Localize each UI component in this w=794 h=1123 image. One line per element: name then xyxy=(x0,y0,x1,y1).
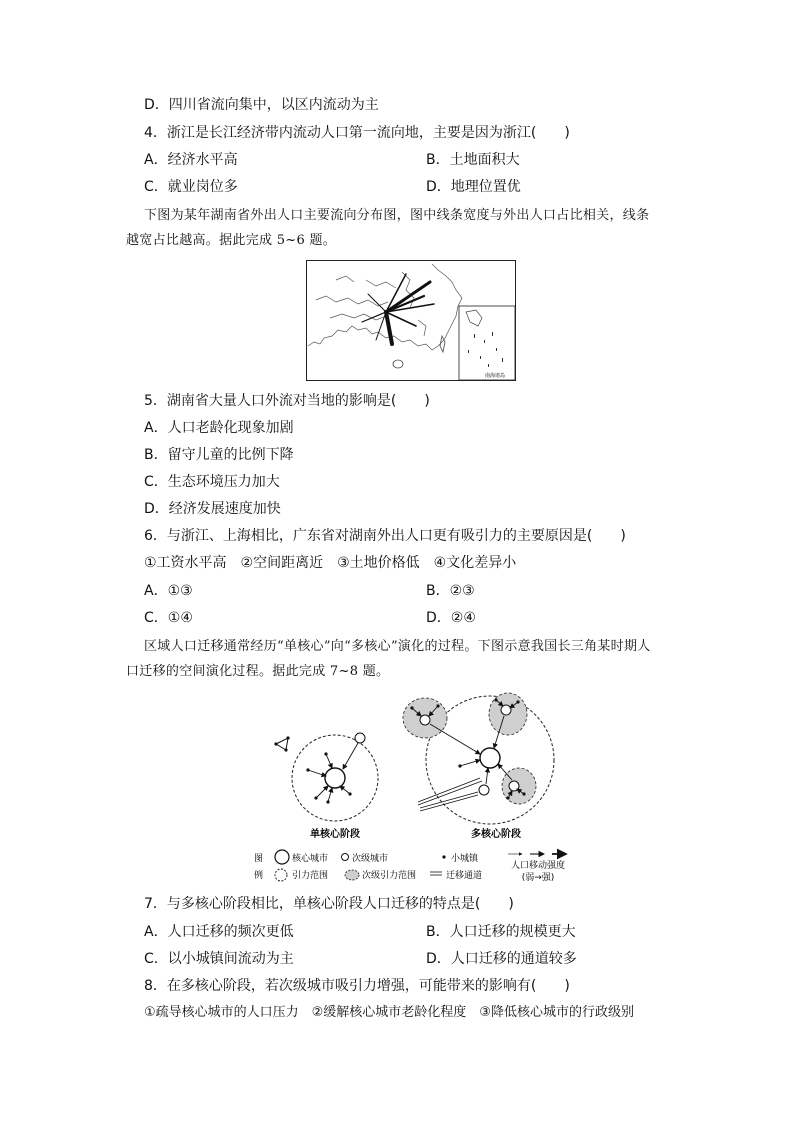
q4-option-c: C．就业岗位多 xyxy=(144,179,238,195)
q7-option-c: C．以小城镇间流动为主 xyxy=(144,951,294,967)
legend-small-town: 小城镇 xyxy=(451,854,479,864)
migration-stage-diagram xyxy=(246,686,586,886)
stage-label-single: 单核心阶段 xyxy=(310,829,360,840)
legend-intensity-range: (弱→强) xyxy=(521,873,555,883)
legend-intensity: 人口移动强度 xyxy=(510,861,566,871)
stage-label-multi: 多核心阶段 xyxy=(471,829,521,840)
q6-items: ①工资水平高 ②空间距离近 ③土地价格低 ④文化差异小 xyxy=(144,555,517,571)
q6-option-d: D．②④ xyxy=(426,610,476,626)
multi-core-stage xyxy=(403,693,554,824)
hunan-outflow-map xyxy=(306,260,516,381)
q7-option-d: D．人口迁移的通道较多 xyxy=(426,951,577,967)
intro-5-6-line1: 下图为某年湖南省外出人口主要流向分布图，图中线条宽度与外出人口占比相关，线条 xyxy=(144,208,650,223)
diagram-legend xyxy=(254,850,566,883)
q4-option-a: A．经济水平高 xyxy=(144,152,238,168)
q8-items: ①疏导核心城市的人口压力 ②缓解核心城市老龄化程度 ③降低核心城市的行政级别 xyxy=(144,1005,634,1020)
legend-secondary-city: 次级城市 xyxy=(352,854,389,864)
q7-option-a: A．人口迁移的频次更低 xyxy=(144,924,294,940)
q6-option-b: B．②③ xyxy=(426,583,475,599)
legend-title-2: 例 xyxy=(254,871,264,881)
q4-stem: 4．浙江是长江经济带内流动人口第一流向地，主要是因为浙江( ) xyxy=(144,125,570,141)
q3-option-d: D．四川省流向集中，以区内流动为主 xyxy=(144,97,379,113)
legend-title-1: 图 xyxy=(254,854,264,864)
q5-stem: 5．湖南省大量人口外流对当地的影响是( ) xyxy=(144,393,430,409)
legend-channel: 迁移通道 xyxy=(446,871,483,881)
q5-option-b: B．留守儿童的比例下降 xyxy=(144,447,294,463)
q6-option-c: C．①④ xyxy=(144,610,193,626)
legend-secondary-attraction-range: 次级引力范围 xyxy=(362,871,417,881)
intro-7-8-line1: 区域人口迁移通常经历“单核心”向“多核心”演化的过程。下图示意我国长三角某时期人 xyxy=(144,639,651,654)
q8-stem: 8．在多核心阶段，若次级城市吸引力增强，可能带来的影响有( ) xyxy=(144,978,570,994)
single-core-stage xyxy=(274,733,378,821)
q7-option-b: B．人口迁移的规模更大 xyxy=(426,924,576,940)
q5-option-a: A．人口老龄化现象加剧 xyxy=(144,420,294,436)
q7-stem: 7．与多核心阶段相比，单核心阶段人口迁移的特点是( ) xyxy=(144,896,514,912)
q5-option-c: C．生态环境压力加大 xyxy=(144,474,280,490)
q4-option-b: B．土地面积大 xyxy=(426,152,520,168)
q5-option-d: D．经济发展速度加快 xyxy=(144,501,281,517)
legend-core-city: 核心城市 xyxy=(292,854,329,864)
q6-stem: 6．与浙江、上海相比，广东省对湖南外出人口更有吸引力的主要原因是( ) xyxy=(144,528,626,544)
intro-7-8-line2: 口迁移的空间演化过程。据此完成 7~8 题。 xyxy=(126,664,390,679)
q6-option-a: A．①③ xyxy=(144,583,193,599)
q4-option-d: D．地理位置优 xyxy=(426,179,521,195)
map-inset-label: 南海诸岛 xyxy=(484,373,506,379)
intro-5-6-line2: 越宽占比越高。据此完成 5~6 题。 xyxy=(126,233,337,248)
legend-attraction-range: 引力范围 xyxy=(292,871,329,881)
